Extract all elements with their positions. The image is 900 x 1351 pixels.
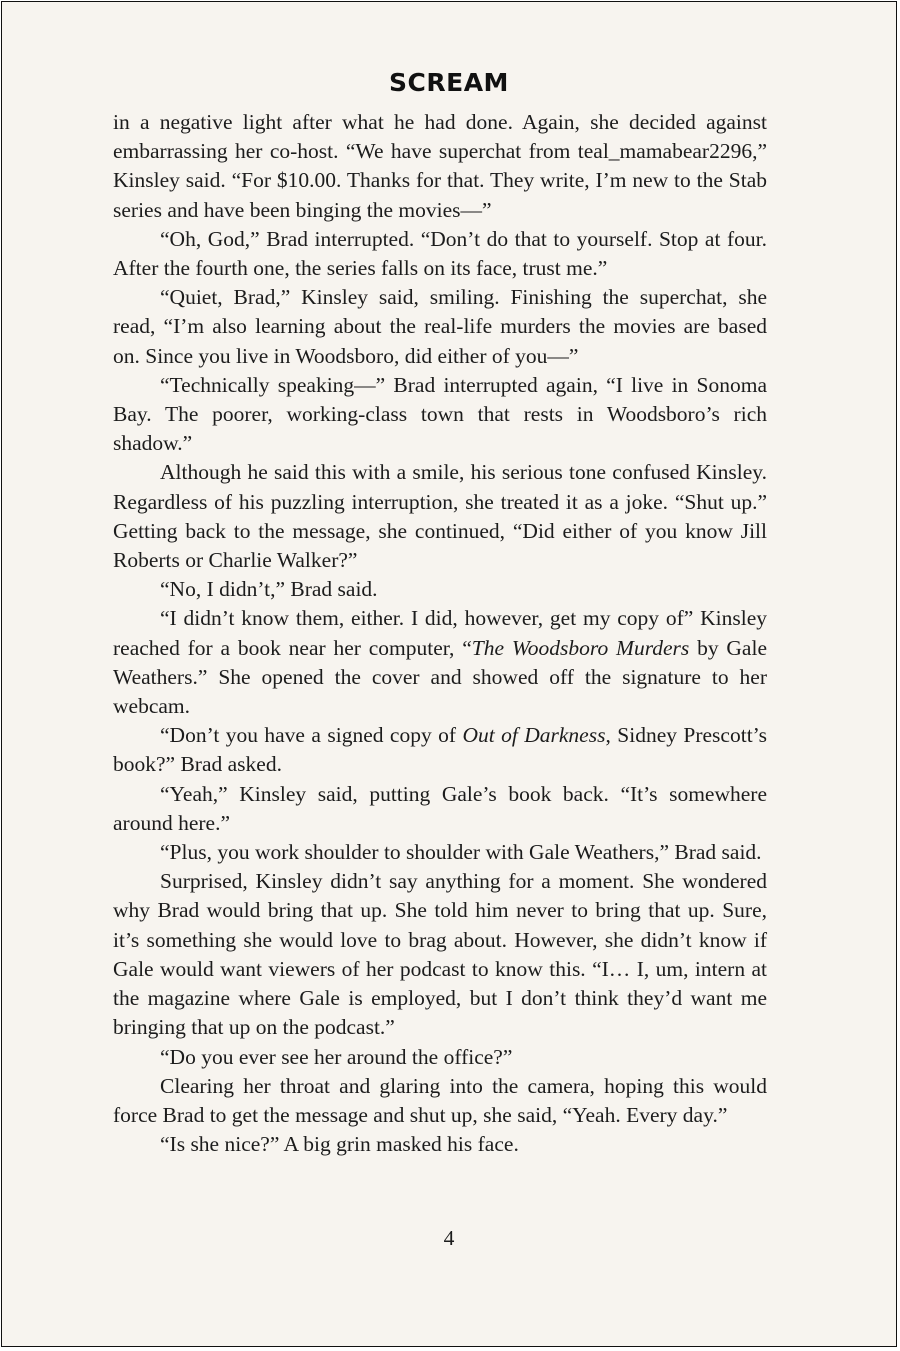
paragraph-text: “Oh, God,” Brad interrupted. “Don’t do that to yourself. Stop at four. After the fourth one, the series falls on its face, trust me.” <box>113 226 767 281</box>
book-title-italic: The Woodsboro Murders <box>471 635 690 660</box>
paragraph-4 <box>113 371 767 459</box>
paragraph-text: “I didn’t know them, either. I did, however, get my copy of” Kinsley reached for a book near her computer, “ <box>113 606 767 660</box>
paragraph-10 <box>113 838 767 867</box>
paragraph-13 <box>113 1072 767 1130</box>
paragraph-2 <box>113 225 767 283</box>
paragraph-text: “Plus, you work shoulder to shoulder with Gale Weathers,” Brad said. <box>160 840 762 865</box>
paragraph-text: “Don’t you have a signed copy of <box>160 723 463 748</box>
paragraph-14 <box>113 1130 767 1159</box>
paragraph-text: “Do you ever see her around the office?” <box>160 1044 513 1069</box>
paragraph-7 <box>113 604 767 721</box>
paragraph-text: “Is she nice?” A big grin masked his face. <box>160 1132 519 1157</box>
paragraph-text: “Technically speaking—” Brad interrupted again, “I live in Sonoma Bay. The poorer, working-class town that rests in Woodsboro’s rich shadow.” <box>113 372 767 456</box>
paragraph-6 <box>113 575 767 604</box>
paragraph-text: in a negative light after what he had done. Again, she decided against embarrassing her co-host. “We have superchat from teal_mamabear2296,” Kinsley said. “For $10.00. Thanks for that. They write, I’m new to the Stab series and have been binging the movies—” <box>113 110 767 222</box>
running-head-title: SCREAM <box>389 68 509 97</box>
paragraph-text: Surprised, Kinsley didn’t say anything for a moment. She wondered why Brad would bring that up. She told him never to bring that up. Sure, it’s something she would love to brag about. However, she didn’t know if Gale would want viewers of her podcast to know this. “I… I, um, intern at the magazine where Gale is employed, but I don’t think they’d want me bringing that up on the podcast.” <box>113 869 767 1040</box>
paragraph-5 <box>113 458 767 575</box>
book-page <box>1 1 897 1347</box>
paragraph-text: “No, I didn’t,” Brad said. <box>160 577 378 602</box>
paragraph-3 <box>113 283 767 371</box>
paragraph-text: Clearing her throat and glaring into the camera, hoping this would force Brad to get the message and shut up, she said, “Yeah. Every day.” <box>113 1073 767 1127</box>
paragraph-text: , Sidney Prescott’s book?” Brad asked. <box>113 723 768 777</box>
page-number: 4 <box>443 1226 455 1250</box>
paragraph-12 <box>113 1043 767 1072</box>
paragraph-text: “Yeah,” Kinsley said, putting Gale’s book back. “It’s somewhere around here.” <box>113 781 767 835</box>
paragraph-text: Although he said this with a smile, his serious tone confused Kinsley. Regardless of his puzzling interruption, she treated it as a joke. “Shut up.” Getting back to the message, she continued, “Did either of you know Jill Roberts or Charlie Walker?” <box>113 460 767 573</box>
paragraph-8 <box>113 721 767 779</box>
paragraph-9 <box>113 780 767 838</box>
paragraph-text: by Gale Weathers.” She opened the cover and showed off the signature to her webcam. <box>113 635 767 719</box>
paragraph-1 <box>113 108 767 225</box>
paragraph-11 <box>113 867 767 1042</box>
book-title-italic: Out of Darkness <box>462 723 606 748</box>
body-text <box>113 108 767 1159</box>
paragraph-text: “Quiet, Brad,” Kinsley said, smiling. Finishing the superchat, she read, “I’m also learning about the real-life murders the movies are based on. Since you live in Woodsboro, did either of you—” <box>113 285 767 368</box>
